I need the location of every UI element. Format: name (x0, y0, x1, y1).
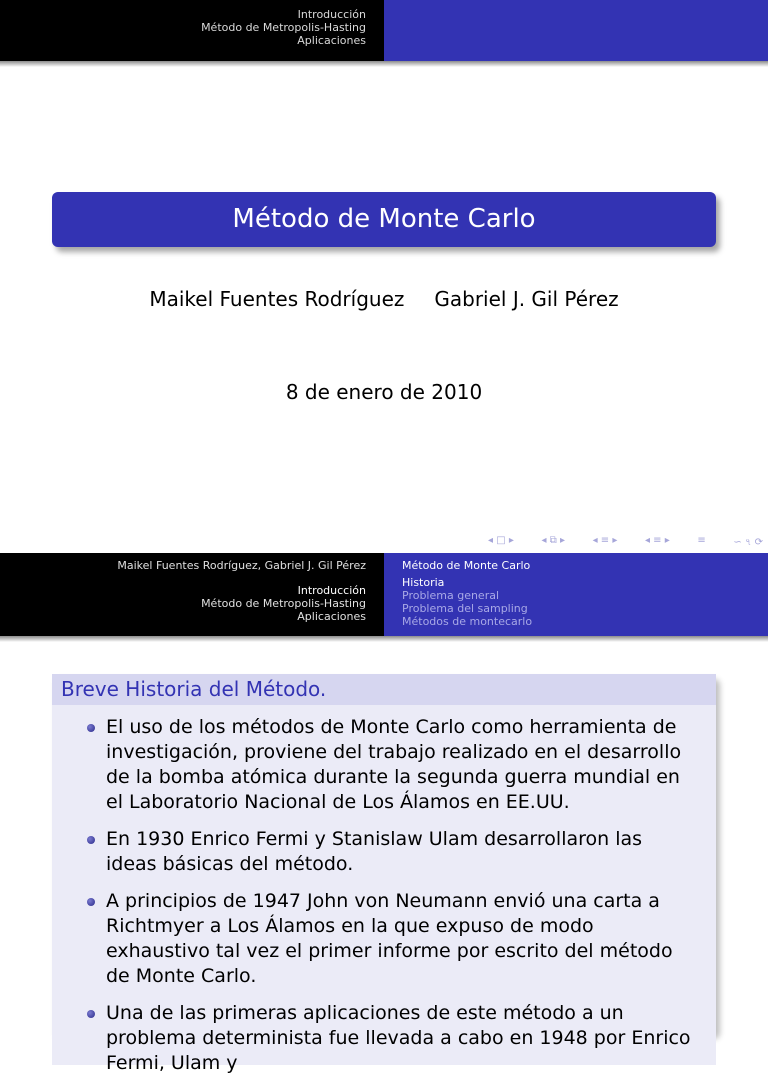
nav-section-aplicaciones[interactable]: Aplicaciones (297, 34, 366, 47)
author-line: Maikel Fuentes Rodríguez, Gabriel J. Gil Pérez (117, 559, 366, 572)
nav-section-introduccion[interactable]: Introducción (297, 584, 366, 597)
bullet-list (87, 715, 694, 1076)
subsection-nav (384, 553, 768, 636)
presentation-title: Método de Monte Carlo (232, 204, 536, 234)
subsection-nav-icon[interactable]: ◂ ⧉ ▸ (541, 535, 565, 546)
nav-subsection-metodos-montecarlo[interactable]: Métodos de montecarlo (402, 615, 533, 628)
section-nav (0, 553, 384, 636)
slide2-header (0, 553, 768, 636)
list-item-text: El uso de los métodos de Monte Carlo como herramienta de investigación, proviene del trabajo realizado en el desarrollo de la bomba atómica durante la segunda guerra mundial en el Laboratorio Nacional de Los Álamos en EE.UU. (106, 716, 682, 813)
header-shadow (0, 636, 768, 642)
bullet-icon (87, 1010, 95, 1018)
slide1-header (0, 0, 768, 61)
outline-icon[interactable]: ≡ (697, 535, 706, 546)
nav-section-metropolis[interactable]: Método de Metropolis-Hasting (201, 21, 366, 34)
nav-subsection-problema-general[interactable]: Problema general (402, 589, 500, 602)
list-item (87, 1001, 694, 1076)
list-item (87, 889, 694, 989)
subsection-nav (384, 0, 768, 61)
current-section-title: Método de Monte Carlo (402, 559, 531, 572)
bullet-icon (87, 724, 95, 732)
bullet-icon (87, 836, 95, 844)
document-nav-icon[interactable]: ◂ ≡ ▸ (644, 535, 670, 546)
block-title: Breve Historia del Método. (52, 674, 716, 705)
nav-subsection-problema-sampling[interactable]: Problema del sampling (402, 602, 528, 615)
nav-section-introduccion[interactable]: Introducción (297, 8, 366, 21)
search-back-icon[interactable]: ∽ ৭ ⟳ (733, 537, 763, 548)
header-shadow (0, 61, 768, 67)
nav-section-aplicaciones[interactable]: Aplicaciones (297, 610, 366, 623)
section-nav (0, 0, 384, 61)
authors (0, 287, 768, 311)
list-item (87, 715, 694, 815)
nav-subsection-historia[interactable]: Historia (402, 576, 445, 589)
history-block (52, 674, 716, 1074)
frame-nav-icon[interactable]: ◂ □ ▸ (488, 535, 514, 546)
list-item-text: Una de las primeras aplicaciones de este método a un problema determinista fue llevada a cabo en 1948 por Enrico Fermi, Ulam y (106, 1002, 691, 1074)
presentation-date: 8 de enero de 2010 (285, 380, 483, 404)
author-2: Gabriel J. Gil Pérez (434, 287, 619, 311)
nav-section-metropolis[interactable]: Método de Metropolis-Hasting (201, 597, 366, 610)
bullet-icon (87, 898, 95, 906)
list-item-text: En 1930 Enrico Fermi y Stanislaw Ulam desarrollaron las ideas básicas del método. (106, 828, 643, 875)
list-item (87, 827, 694, 877)
section-nav-icon[interactable]: ◂ ≡ ▸ (592, 535, 618, 546)
list-item-text: A principios de 1947 John von Neumann envió una carta a Richtmyer a Los Álamos en la que expuso de modo exhaustivo tal vez el primer informe por escrito del método de Monte Carlo. (106, 890, 673, 987)
block-body (52, 705, 716, 1074)
title-box (52, 192, 716, 247)
navigation-symbols (488, 535, 763, 552)
author-1: Maikel Fuentes Rodríguez (149, 287, 405, 311)
